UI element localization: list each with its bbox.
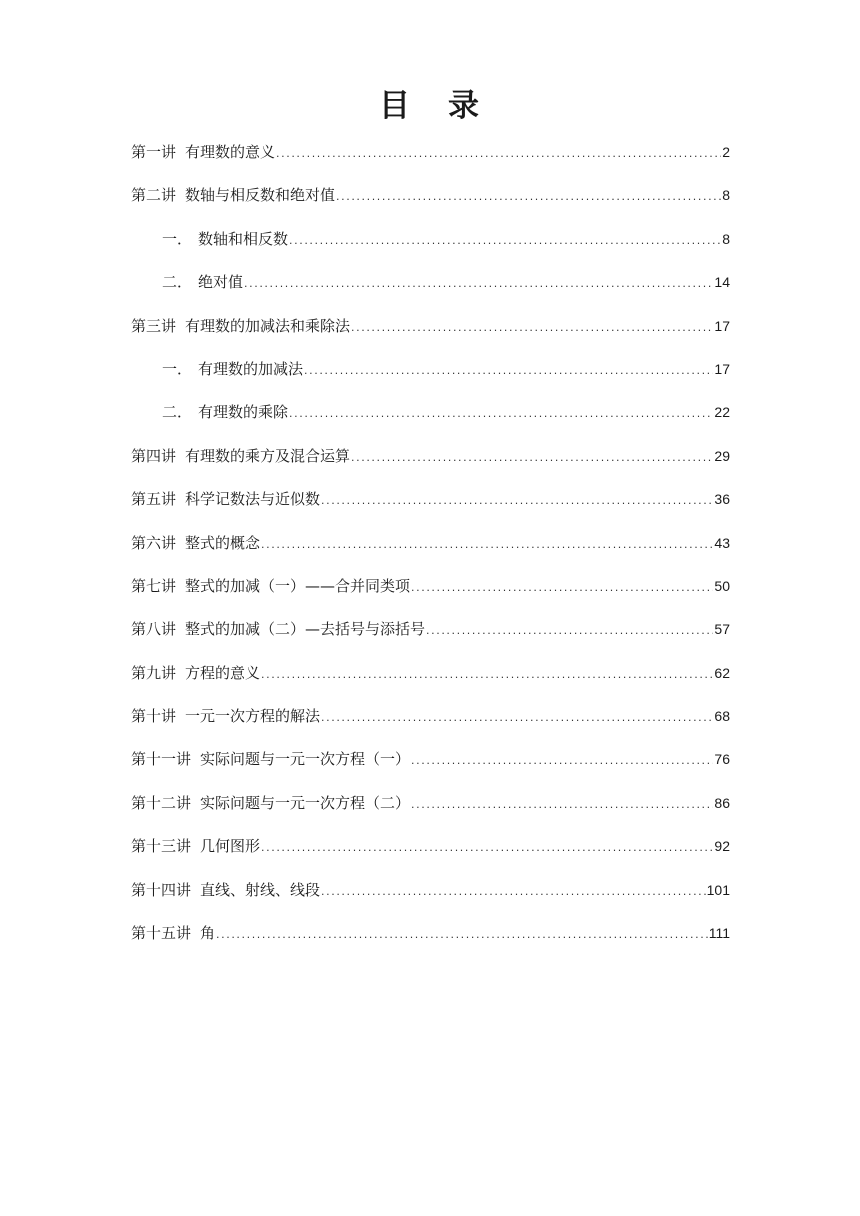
toc-page-number: 68 (714, 708, 730, 725)
toc-entry-number: 二． (162, 403, 193, 422)
toc-entry-label (131, 531, 260, 555)
toc-entry-text: 角 (200, 924, 216, 943)
toc-page-number: 17 (714, 317, 730, 334)
toc-entry-text: 有理数的加减法和乘除法 (185, 316, 351, 335)
dot-leader (336, 185, 721, 209)
dot-leader (289, 402, 713, 426)
toc-entry[interactable] (131, 444, 730, 487)
toc-entry-text: 整式的加减（一）——合并同类项 (185, 576, 411, 595)
title-char-left: 目 (379, 88, 412, 124)
toc-entry-text: 实际问题与一元一次方程（一） (200, 750, 411, 769)
toc-entry-label (162, 357, 303, 381)
toc-entry-number: 二． (162, 273, 193, 292)
toc-page-number: 86 (714, 794, 730, 811)
toc-entry-number: 第三讲 (131, 316, 177, 335)
toc-entry[interactable] (131, 140, 730, 183)
toc-entry-text: 方程的意义 (185, 663, 261, 682)
toc-entry-label (131, 878, 320, 902)
toc-entry-text: 几何图形 (200, 837, 261, 856)
toc-entry[interactable] (131, 270, 730, 313)
toc-page-number: 57 (714, 621, 730, 638)
toc-entry-text: 数轴与相反数和绝对值 (185, 186, 336, 205)
toc-page-number: 111 (708, 925, 730, 942)
toc-entry-text: 科学记数法与近似数 (185, 490, 321, 509)
toc-entry-label (162, 270, 243, 294)
toc-page-number: 8 (722, 230, 730, 247)
toc-entry-label (131, 487, 320, 511)
toc-entry[interactable] (131, 400, 730, 443)
toc-entry-text: 实际问题与一元一次方程（二） (200, 793, 411, 812)
toc-page-number: 101 (706, 881, 730, 898)
toc-entry-label (131, 834, 260, 858)
toc-entry-label (131, 747, 410, 771)
toc-entry-number: 第六讲 (131, 533, 177, 552)
dot-leader (244, 272, 713, 296)
toc-entry[interactable] (131, 878, 730, 921)
toc-page-number: 8 (722, 187, 730, 204)
toc-entry-number: 第十一讲 (131, 750, 192, 769)
toc-entry-number: 第十二讲 (131, 793, 192, 812)
toc-page-number: 62 (714, 664, 730, 681)
toc-entry-number: 第一讲 (131, 143, 177, 161)
toc-entry-label (131, 314, 350, 338)
toc-entry-text: 一元一次方程的解法 (185, 707, 321, 726)
toc-entry-label (131, 791, 410, 815)
toc-entry-label (162, 227, 288, 251)
toc-entry-label (131, 921, 215, 945)
toc-entry[interactable] (131, 661, 730, 704)
toc-entry-label (131, 704, 320, 728)
dot-leader (411, 576, 713, 600)
toc-entry[interactable] (131, 704, 730, 747)
toc-entry-number: 第十讲 (131, 707, 177, 726)
toc-entry-number: 第七讲 (131, 576, 177, 595)
dot-leader (261, 663, 713, 687)
page-title (0, 80, 860, 125)
toc-entry[interactable] (131, 531, 730, 574)
toc-entry-number: 一． (162, 229, 193, 248)
dot-leader (276, 142, 721, 166)
toc-entry-number: 第五讲 (131, 490, 177, 509)
toc-entry-text: 直线、射线、线段 (200, 880, 321, 899)
dot-leader (321, 880, 706, 904)
toc-entry-number: 第十四讲 (131, 880, 192, 899)
toc-entry-text: 数轴和相反数 (198, 229, 289, 248)
dot-leader (426, 619, 713, 643)
toc-entry[interactable] (131, 791, 730, 834)
dot-leader (261, 836, 713, 860)
toc-entry-label (131, 140, 275, 164)
toc-entry-label (131, 444, 350, 468)
title-char-right: 录 (448, 88, 481, 124)
toc-entry[interactable] (131, 227, 730, 270)
toc-page-number: 14 (714, 274, 730, 291)
toc-entry-number: 一． (162, 359, 193, 378)
toc-entry-text: 整式的概念 (185, 533, 261, 552)
toc-entry-number: 第二讲 (131, 186, 177, 205)
toc-page-number: 43 (714, 534, 730, 551)
toc-entry[interactable] (131, 834, 730, 877)
toc-page-number: 76 (714, 751, 730, 768)
toc-page-number: 29 (714, 447, 730, 464)
toc-entry-number: 第四讲 (131, 446, 177, 465)
toc-entry-number: 第十三讲 (131, 837, 192, 856)
toc-entry[interactable] (131, 357, 730, 400)
toc-entry-text: 有理数的乘除 (198, 403, 289, 422)
toc-entry-number: 第十五讲 (131, 924, 192, 943)
dot-leader (261, 533, 713, 557)
toc-entry[interactable] (131, 183, 730, 226)
toc-entry-text: 整式的加减（二）—去括号与添括号 (185, 620, 426, 639)
toc-entry-label (162, 400, 288, 424)
toc-entry-text: 有理数的乘方及混合运算 (185, 446, 351, 465)
toc-entry-text: 有理数的加减法 (198, 359, 304, 378)
dot-leader (411, 793, 713, 817)
dot-leader (321, 489, 713, 513)
dot-leader (351, 316, 713, 340)
toc-page-number: 2 (722, 144, 730, 160)
dot-leader (411, 749, 713, 773)
toc-page-number: 50 (714, 577, 730, 594)
toc-entry[interactable] (131, 921, 730, 964)
toc-entry-number: 第八讲 (131, 620, 177, 639)
toc-page-number: 36 (714, 491, 730, 508)
toc-entry-label (131, 617, 425, 641)
toc-entry[interactable] (131, 747, 730, 790)
toc-entry[interactable] (131, 617, 730, 660)
toc-entry[interactable] (131, 487, 730, 530)
dot-leader (304, 359, 713, 383)
dot-leader (351, 446, 713, 470)
toc-entry-label (131, 661, 260, 685)
toc-page-number: 92 (714, 838, 730, 855)
toc-page-number: 17 (714, 360, 730, 377)
toc-entry[interactable] (131, 574, 730, 617)
toc-entry-number: 第九讲 (131, 663, 177, 682)
toc-entry[interactable] (131, 314, 730, 357)
toc-entry-label (131, 183, 335, 207)
toc-page-number: 22 (714, 404, 730, 421)
dot-leader (321, 706, 713, 730)
toc-entry-label (131, 574, 410, 598)
dot-leader (289, 229, 721, 253)
table-of-contents (131, 140, 730, 964)
toc-entry-text: 绝对值 (198, 273, 244, 292)
dot-leader (216, 923, 708, 947)
toc-entry-text: 有理数的意义 (185, 143, 276, 161)
